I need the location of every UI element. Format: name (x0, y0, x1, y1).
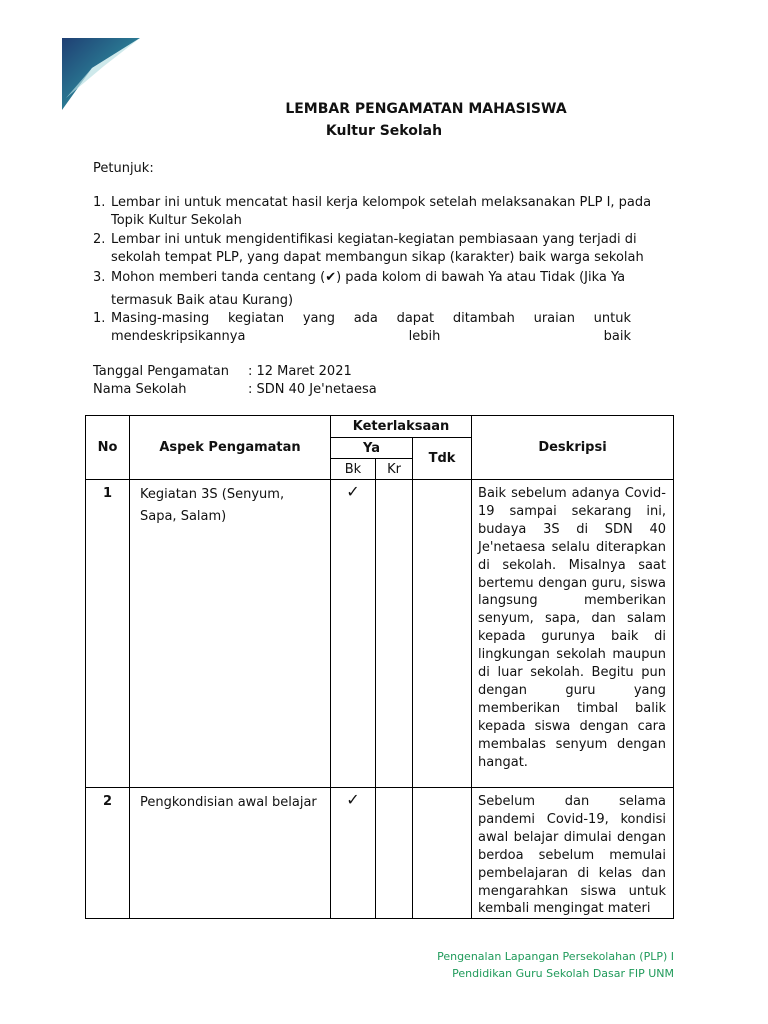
row-deskripsi: Baik sebelum adanya Covid-19 sampai sekarang ini, budaya 3S di SDN 40 Je'netaesa selalu diterapkan di sekolah. Misalnya saat bertemu dengan guru, siswa langsung memberikan senyum, sapa, dan salam kepada gurunya baik di lingkungan sekolah maupun di luar sekolah. Begitu pun dengan guru yang memberikan timbal balik kepada siswa dengan cara membalas senyum dengan hangat. (472, 480, 674, 788)
instruction-item-continued: termasuk Baik atau Kurang) (111, 293, 294, 308)
header-bk: Bk (331, 459, 376, 480)
instruction-text: Masing-masing kegiatan yang ada dapat ditambah uraian untuk mendeskripsikannya lebih baik (111, 311, 631, 344)
check-kr (376, 480, 413, 788)
check-bk: ✓ (331, 480, 376, 788)
instruction-item: 1. Lembar ini untuk mencatat hasil kerja kelompok setelah melaksanakan PLP I, pada Topik Kultur Sekolah (93, 195, 652, 228)
document-subtitle: Kultur Sekolah (325, 123, 443, 139)
table-row (86, 480, 674, 788)
info-row-date (93, 364, 352, 379)
instructions-label: Petunjuk: (93, 161, 154, 176)
header-kr: Kr (376, 459, 413, 480)
header-ya: Ya (331, 438, 413, 459)
header-deskripsi: Deskripsi (472, 416, 674, 480)
header-aspek: Aspek Pengamatan (130, 416, 331, 480)
row-aspek: Kegiatan 3S (Senyum, Sapa, Salam) (130, 480, 331, 788)
header-no: No (86, 416, 130, 480)
table-row (86, 788, 674, 919)
info-row-school (93, 382, 377, 397)
footer-line-1: Pengenalan Lapangan Persekolahan (PLP) I (437, 950, 674, 963)
check-bk: ✓ (331, 788, 376, 919)
document-title: LEMBAR PENGAMATAN MAHASISWA (285, 101, 567, 117)
row-number: 2 (86, 788, 130, 919)
footer-line-2: Pendidikan Guru Sekolah Dasar FIP UNM (452, 967, 674, 980)
info-value: : SDN 40 Je'netaesa (248, 382, 377, 397)
row-aspek: Pengkondisian awal belajar (130, 788, 331, 919)
info-label: Nama Sekolah (93, 382, 187, 397)
check-tdk (413, 788, 472, 919)
header-keterlaksaan: Keterlaksaan (331, 416, 472, 438)
instruction-item: 3. Mohon memberi tanda centang (✔) pada kolom di bawah Ya atau Tidak (Jika Ya (93, 270, 626, 285)
info-value: : 12 Maret 2021 (248, 364, 352, 379)
check-kr (376, 788, 413, 919)
instruction-item: 2. Lembar ini untuk mengidentifikasi kegiatan-kegiatan pembiasaan yang terjadi di sekolah tempat PLP, yang dapat membangun sikap (karakter) baik warga sekolah (93, 232, 644, 265)
row-deskripsi: Sebelum dan selama pandemi Covid-19, kondisi awal belajar dimulai dengan berdoa sebelum memulai pembelajaran di kelas dan mengarahkan siswa untuk kembali mengingat materi (472, 788, 674, 919)
header-tdk: Tdk (413, 438, 472, 480)
check-tdk (413, 480, 472, 788)
observation-table (85, 415, 674, 919)
info-label: Tanggal Pengamatan (93, 364, 229, 379)
row-number: 1 (86, 480, 130, 788)
instruction-item: 1. Masing-masing kegiatan yang ada dapat ditambah uraian untuk mendeskripsikannya lebih baik (93, 311, 631, 344)
